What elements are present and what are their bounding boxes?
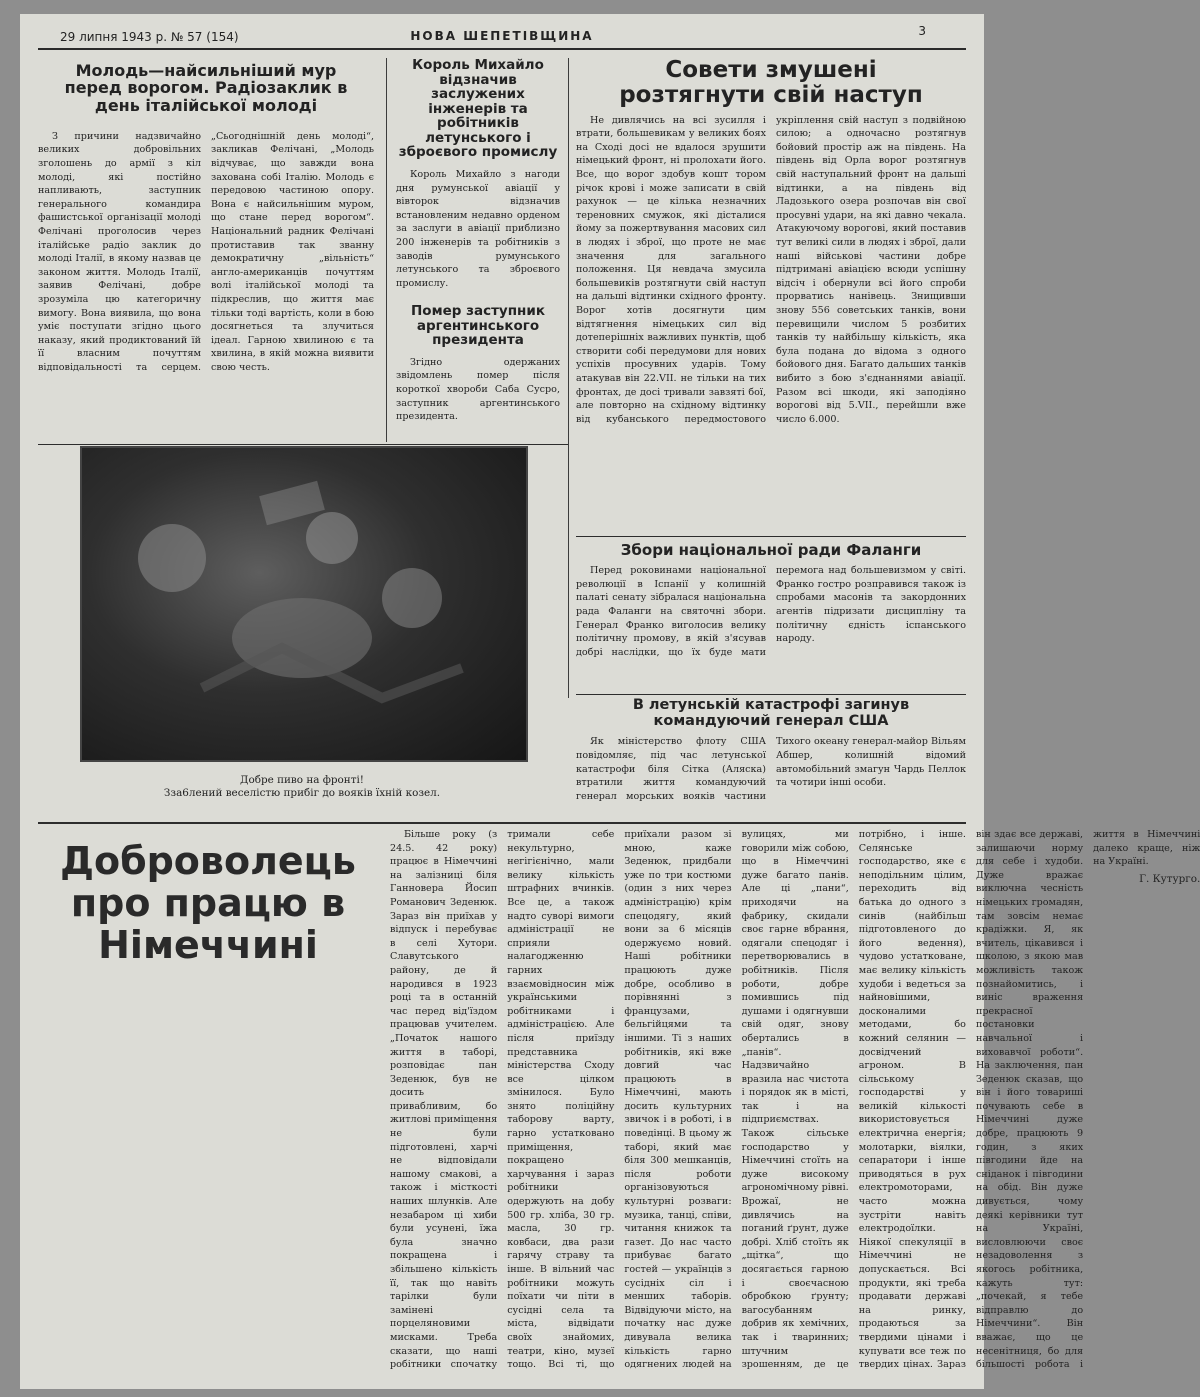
page-number: 3 xyxy=(918,24,926,38)
article-king xyxy=(396,58,560,298)
article-soviets-headline: Совети змушені розтягнути свій наступ xyxy=(619,57,923,108)
horizontal-rule xyxy=(38,444,568,445)
horizontal-rule xyxy=(576,536,966,537)
photo-soldiers-goat xyxy=(82,448,526,760)
column-rule xyxy=(386,58,387,442)
front-photo xyxy=(80,446,528,762)
column-rule xyxy=(568,58,569,698)
newspaper-page xyxy=(20,14,1200,1389)
photo-caption-line2: Зза6лений веселістю прибіг до вояків їхній козел. xyxy=(163,787,441,799)
article-soviets-text: Не дивлячись на всі зусилля і втрати, большевикам у великих боях на Сході досі не вдалося зрушити німецький фронт, ні пролохати його. Все, що ворог здобув кошт тором річок крові і може записати в свій рахунок — це кілька незначних тереновних смужок, які дісталися йому за пожертвування масових сил в людях і зброї, що проте не має значення для загального положення. Ця невдача змусила большевиків розтягнути свій наступ на дальші відтинки східного фронту. Ворог хотів досягнути цим відтягнення німецьких сил від дотеперішніх важливих пунктів, щоб створити собі передумови для нових успіхів просувних ударів. Тому атакував він 22.VII. не тільки на тих фронтах, де досі тривали завзяті бої, але повторно на східному відтинку від кубанського передмостового укріплення свій наступ з подвійною силою; а одночасно розтягнув бойовий простір аж на південь. На південь від Орла ворог розтягнув свій наступальний фронт на дальші відтинки, а на південь від Ладозького озера розпочав він свої просувні удари, на які давно чекала. Атакуючому ворогові, який поставив тут великі сили в людях і зброї, дали наші військові частини добре підтримані авіацією всюди успішну відсіч і обернули всі його спроби прорватись нанівець. Знищивши знову 556 советських танків, вони перевищили числом 5 розбитих танків ту найбільшу кількість, яка була подана до відома з одного бойового дня. Багато дальших танків вибито з бою з'єднаннями авіації. Разом всі шкоди, які заподіяно ворогові від 5.VII., перейшли вже число 6.000. xyxy=(576,114,966,425)
article-volunteer-headline: Доброволець про працю в Німеччині xyxy=(60,839,356,967)
article-falange xyxy=(576,542,966,692)
issue-date: 29 липня 1943 р. № 57 (154) xyxy=(60,30,239,44)
article-air-headline: В летунській катастрофі загинув командуючий генерал США xyxy=(632,697,910,729)
article-argentina-headline: Помер заступник аргентинського президента xyxy=(411,303,545,349)
article-youth-text: З причини надзвичайно великих добровільних зголошень до армії з кіл молоді, які постійно напливають, заступник генерального командира фашистської організації молоді Фелічані проголосив через італійське радіо заклик до молоді Італії, в якому назвав це законом життя. Молодь Італії, заявив Фелічані, добре зрозуміла цю категоричну вимогу. Вона виявила, що вона уміє поступати згідно цього наказу, який продиктований їй її власним почуттям відповідальності та серцем. „Сьогоднішній день молоді“, закликав Фелічані, „Молодь відчуває, що завжди вона захована собі Італію. Молодь є передовою частиною опору. Вона є найсильнішим муром, що стане перед ворогом“. Національний радник Фелічані протиставив так званну демократичну „вільність“ англо-американців почуттям волі італійської молоді та підкреслив, що життя має тільки тоді вартість, коли в бою досягнеться та злучиться ідеал. Гарною хвилиною є та хвилина, в якій можна виявити свою честь. xyxy=(38,130,374,373)
article-soviets xyxy=(576,58,966,536)
photo-caption-line1: Добре пиво на фронті! xyxy=(240,774,364,786)
article-argentina-text: Згідно одержаних звідомлень помер після короткої хвороби Саба Сусро, заступник аргентинського президента. xyxy=(396,356,560,423)
article-youth xyxy=(38,58,374,442)
article-volunteer xyxy=(34,828,1200,1388)
article-signature: Г. Кутурго. xyxy=(1139,872,1200,885)
page-header xyxy=(38,24,966,50)
horizontal-rule xyxy=(576,694,966,695)
newspaper-title: НОВА ШЕПЕТІВЩИНА xyxy=(410,29,594,43)
article-argentina xyxy=(396,304,560,444)
horizontal-rule xyxy=(38,822,966,824)
article-falange-headline: Збори національної ради Фаланги xyxy=(620,541,922,559)
article-volunteer-text: Більше року (з 24.5. 42 року) працює в Німеччині на залізниці біля Ганновера Йосип Романович Зеденюк. Зараз він приїхав у відпуск і перебуває в селі Хутори. Славутського району, де й народився в 1923 році та в останній час перед від'їздом працював учителем. „Початок нашого життя в таборі, розповідає пан Зеденюк, був не досить привабливим, бо житлові приміщення не були підготовлені, харчі не відповідали нашому смакові, а також і місткості наших шлунків. Але незабаром ці хиби були усунені, їжа була значно покращена і збільшено кількість її, так що навіть тарілки були замінені порцеляновими мисками. Треба сказати, що наші робітники спочатку тримали себе некультурно, негігієнічно, мали велику кількість штрафних вчинків. Все це, а також надто суворі вимоги адміністрації не сприяли налагодженню гарних взаємовідносин між українськими робітниками і адміністрацією. Але після приїзду представника міністерства Сходу все цілком змінилося. Було знято поліційну таборову варту, гарно устатковано приміщення, покращено харчування і зараз робітники одержують на добу 500 гр. хліба, 30 гр. масла, 30 гр. ковбаси, два рази гарячу страву та інше. В вільний час робітники можуть поїхати чи піти в сусідні села та міста, відвідати своїх знайомих, театри, кіно, музеї тощо. Всі ті, що приїхали разом зі мною, каже Зеденюк, придбали уже по три костюми (один з них через адміністрацію) крім спецодягу, який вони за 6 місяців одержуємо новий. Наші робітники працюють дуже добре, особливо в порівнянні з французами, бельгійцями та іншими. Ті з наших робітників, які вже довгий час працюють в Німеччині, мають досить культурних звичок і в роботі, і в поведінці. В цьому ж таборі, який має біля 300 мешканців, після роботи організовуються культурні розваги: музика, танці, співи, читання книжок та газет. До нас часто прибуває багато гостей — українців з сусідніх сіл і менших таборів. Відвідуючи місто, на початку нас дуже дивувала велика кількість гарно одягнених людей на вулицях, ми говорили між собою, що в Німеччині дуже багато панів. Але ці „пани“, приходячи на фабрику, скидали своє гарне вбрання, одягали спецодяг і перетворювались в робітників. Після роботи, добре помившись під душами і одягнувши свій одяг, знову обертались в „панів“. Надзвичайно вразила нас чистота і порядок як в місті, так і на підприємствах. Також сільське господарство у Німеччині стоїть на дуже високому агрономічному рівні. Врожаї, не дивлячись на поганий ґрунт, дуже добрі. Хліб стоїть як „щітка“, що досягається гарною і своєчасною обробкою ґрунту; вагосубанням добрив як хемічних, так і тваринних; штучним зрошенням, де це потрібно, і інше. Селянське господарство, яке є неподільним цілим, переходить від батька до одного з синів (найбільш підготовленого до його ведення), чудово устатковане, має велику кількість худоби і ведеться за найновішими, досконалими методами, бо кожний селянин — досвідчений агроном. В сільському господарстві у великій кількості використовується електрична енергія; молотарки, віялки, сепаратори і інше приводяться в рух електромоторами, часто можна зустріти навіть електродоїлки. Ніякої спекуляції в Німеччині не допускається. Всі продукти, які треба продавати державі на ринку, продаються за твердими цінами і купувати все теж по твердих цінах. Зараз він здає все державі, залишаючи норму для себе і худоби. Дуже вражає виключна чесність німецьких громадян, там зовсім немає крадіжки. Я, як вчитель, цікавився і школою, з якою мав можливість також познайомитись, і виніс враження прекрасної постановки навчальної і виховавчої роботи“. На заключення, пан Зеденюк сказав, що він і його товариші почувають себе в Німеччині дуже добре, працюють 9 годин, з яких півгодини йде на сніданок і півгодини на обід. Він дуже дивується, чому деякі керівники тут на Україні, висловлюючи своє незадоволення з якогось робітника, кажуть тут: „почекай, я тебе відправлю до Німеччини“. Він вважає, що це несенітниця, бо для більшості робота і життя в Німеччині далеко краще, ніж на Україні. Г. Кутурго. xyxy=(390,829,1200,1371)
article-falange-text: Перед роковинами національної революції в Іспанії у колишній палаті сенату зібралася національна рада Фаланги на святочні збори. Генерал Франко виголосив велику політичну промову, в якій з'ясував добрі наслідки, що їх буде мати перемога над большевизмом у світі. Франко гостро розправився також із спробами масонів та закордонних агентів підризати дисципліну та політичну єдність іспанського народу. xyxy=(576,565,966,658)
photo-caption xyxy=(80,774,524,800)
article-air xyxy=(576,698,966,816)
article-youth-headline: Молодь—найсильніший мур перед ворогом. Радіозаклик в день італійської молоді xyxy=(64,61,348,115)
article-air-text: Як міністерство флоту США повідомляє, під час летунської катастрофи біля Сітка (Аляска) втратили життя командуючий генерал морських вояків частини Тихого океану генерал-майор Вільям Абшер, колишній відомий автомобільний змагун Чардь Пеллок та чотири інші особи. xyxy=(576,736,966,802)
article-king-text: Король Михайло з нагоди дня румунської авіації у вівторок відзначив встановленим недавно орденом за заслуги в авіації приблизно 200 інженерів та робітників з заводів румунського летунського та зброєвого промислу. xyxy=(396,169,560,289)
article-king-headline: Король Михайло відзначив заслужених інженерів та робітників летунського і зброєвого промислу xyxy=(398,57,558,161)
